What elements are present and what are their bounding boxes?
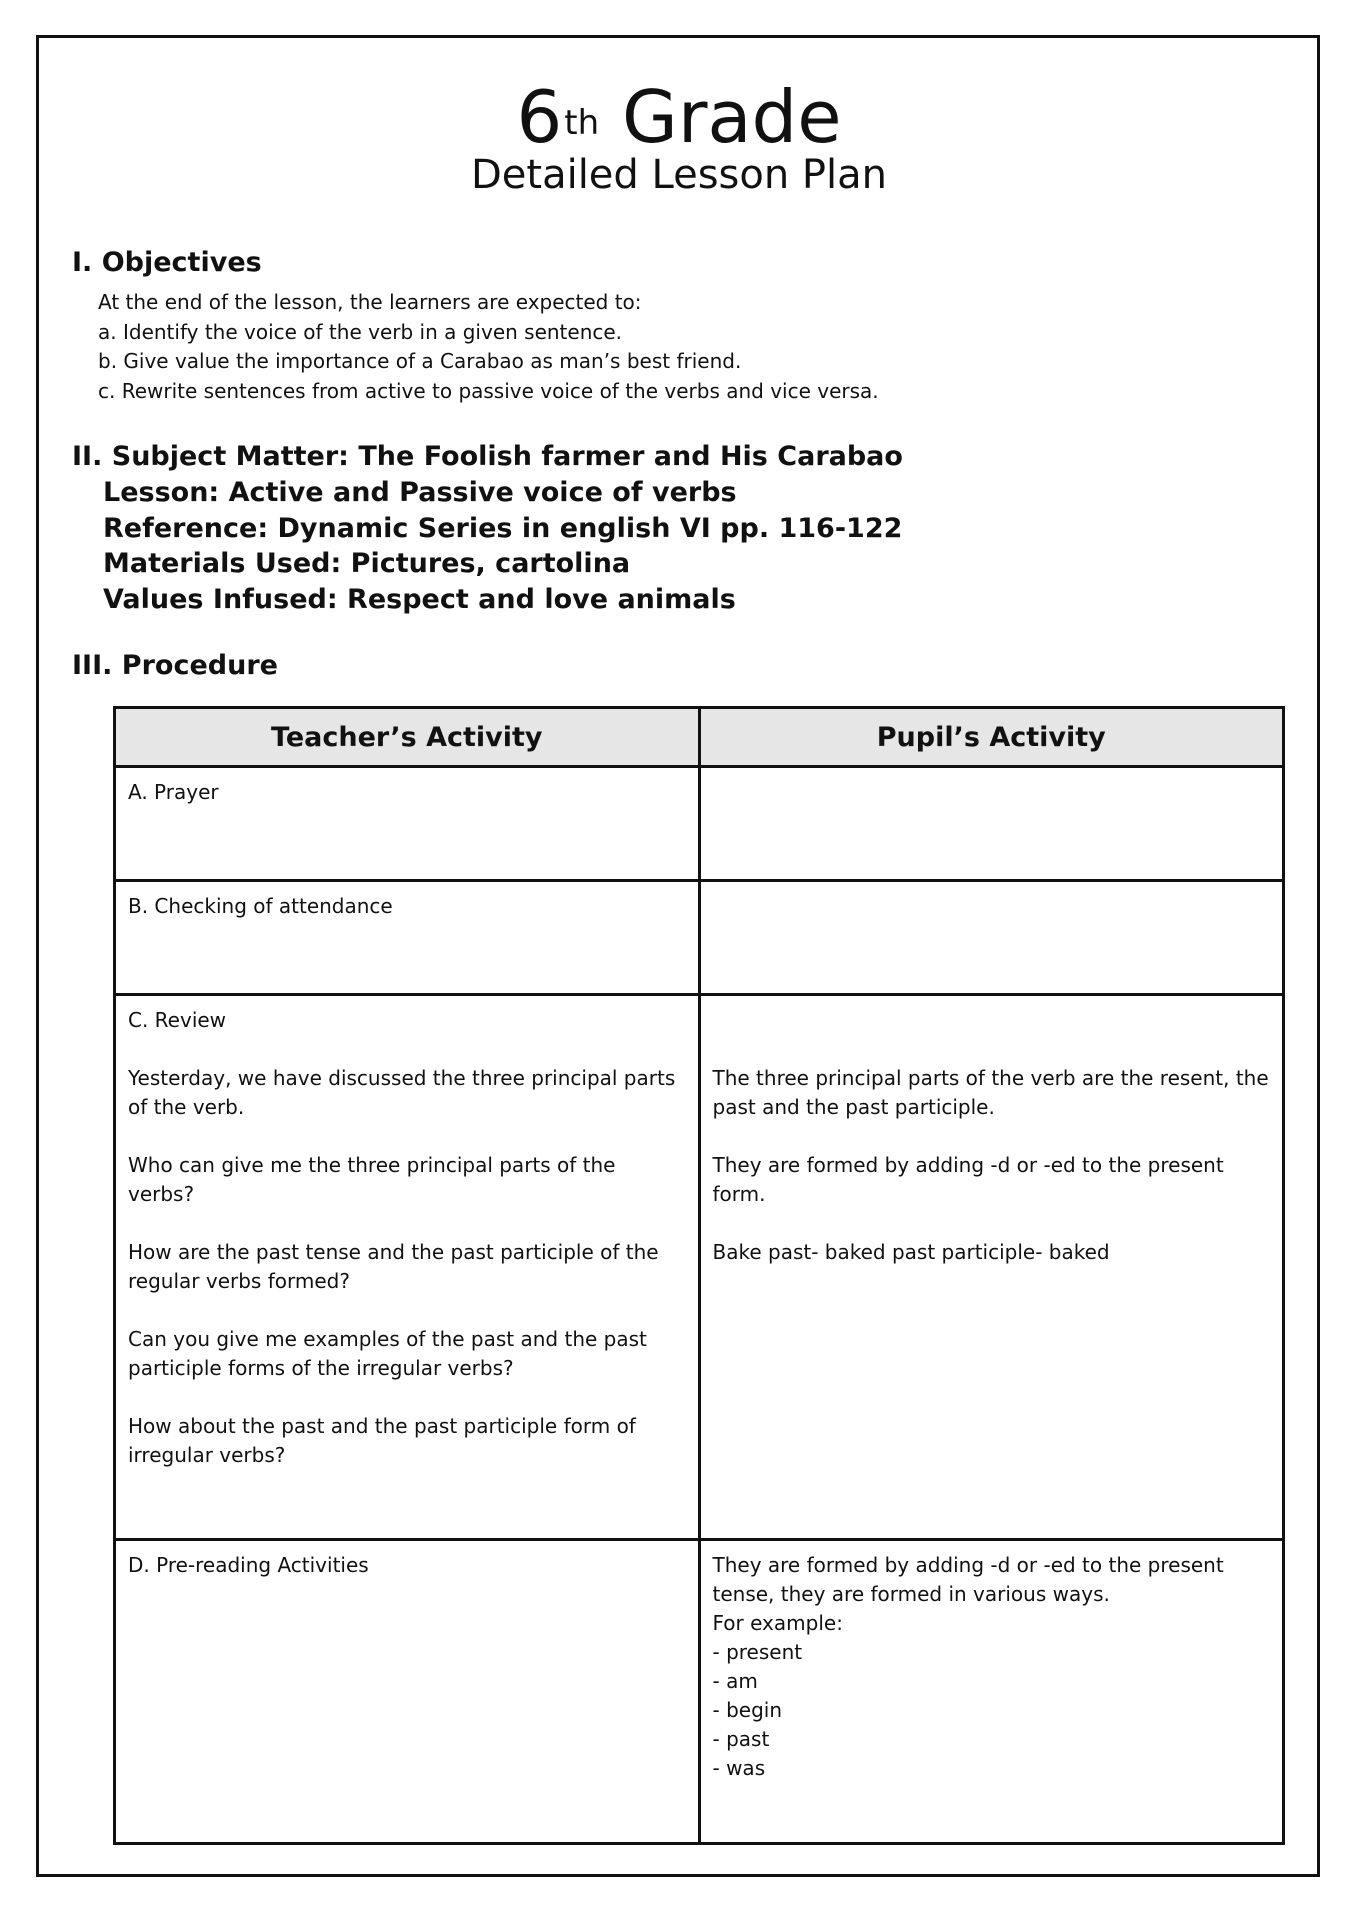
objectives-list	[98, 288, 879, 406]
grade-word: Grade	[622, 75, 842, 159]
subject-values: Values Infused: Respect and love animals	[103, 583, 736, 615]
subject-matter-details	[103, 475, 902, 617]
table-row	[115, 881, 1284, 995]
grade-suffix: th	[564, 103, 600, 143]
pupil-activity-cell: The three principal parts of the verb are the resent, the past and the past participle. They are formed by adding -d or -ed to the present form. Bake past- baked past participle- baked	[699, 995, 1284, 1540]
objective-item: b. Give value the importance of a Carabao as man’s best friend.	[98, 349, 742, 373]
procedure-heading: III. Procedure	[72, 650, 278, 681]
column-header-pupil: Pupil’s Activity	[699, 708, 1284, 767]
objectives-heading: I. Objectives	[72, 247, 262, 278]
teacher-activity-cell: C. Review Yesterday, we have discussed the three principal parts of the verb. Who can give me the three principal parts of the verbs? How are the past tense and the past participle of the regular verbs formed? Can you give me examples of the past and the past participle forms of the irregular verbs? How about the past and the past participle form of irregular verbs?	[115, 995, 700, 1540]
title-grade	[0, 72, 1358, 162]
subject-reference: Reference: Dynamic Series in english VI pp. 116-122	[103, 512, 903, 544]
pupil-activity-cell	[699, 767, 1284, 881]
subject-materials: Materials Used: Pictures, cartolina	[103, 548, 631, 579]
objectives-intro: At the end of the lesson, the learners are expected to:	[98, 290, 642, 314]
subject-lesson: Lesson: Active and Passive voice of verbs	[103, 477, 737, 508]
grade-number: 6	[516, 75, 563, 159]
table-header-row	[115, 708, 1284, 767]
table-row	[115, 767, 1284, 881]
objective-item: c. Rewrite sentences from active to passive voice of the verbs and vice versa.	[98, 378, 879, 403]
procedure-table	[113, 706, 1285, 1845]
objective-item: a. Identify the voice of the verb in a given sentence.	[98, 319, 623, 344]
subject-matter-heading: II. Subject Matter: The Foolish farmer and His Carabao	[72, 441, 903, 472]
pupil-activity-cell: They are formed by adding -d or -ed to the present tense, they are formed in various ways. For example: - present - am - begin - past - was	[699, 1540, 1284, 1844]
teacher-activity-cell: B. Checking of attendance	[115, 881, 700, 995]
table-row	[115, 1540, 1284, 1844]
column-header-teacher: Teacher’s Activity	[115, 708, 700, 767]
table-row	[115, 995, 1284, 1540]
pupil-activity-cell	[699, 881, 1284, 995]
title-subtitle: Detailed Lesson Plan	[470, 152, 888, 198]
teacher-activity-cell: D. Pre-reading Activities	[115, 1540, 700, 1844]
teacher-activity-cell: A. Prayer	[115, 767, 700, 881]
